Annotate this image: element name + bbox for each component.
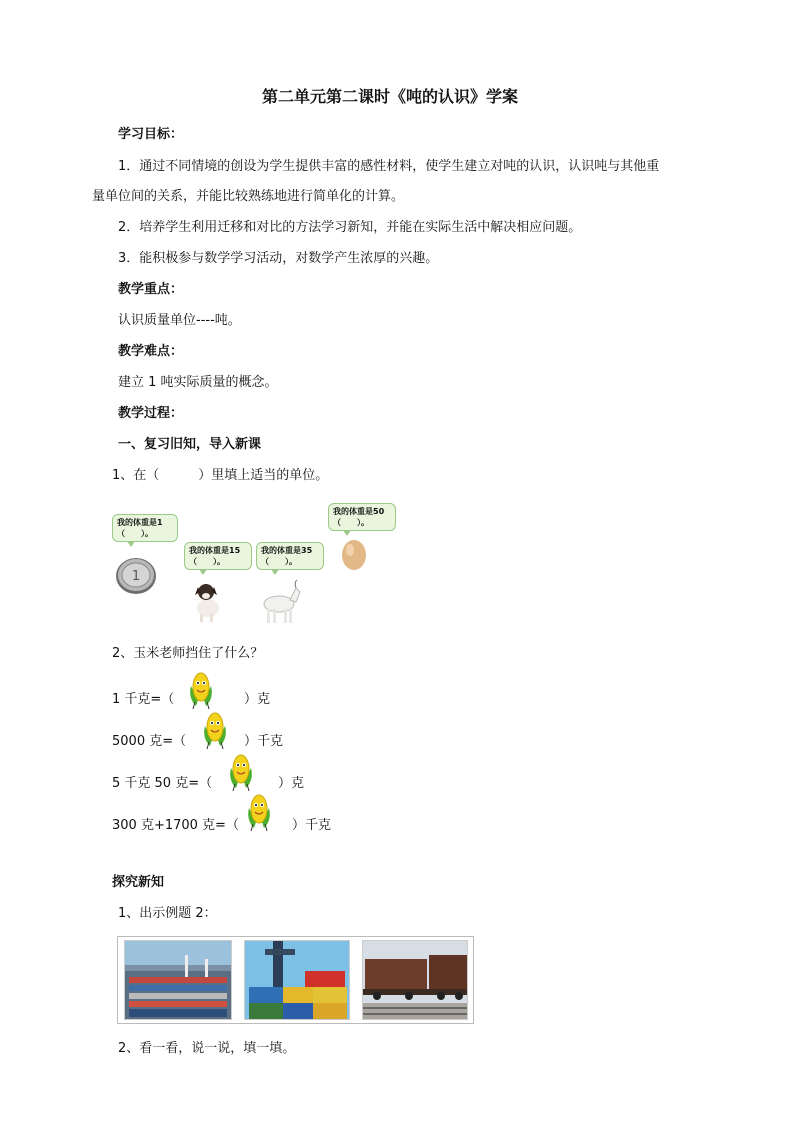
egg-icon	[340, 536, 368, 572]
ship-photo	[124, 940, 232, 1020]
bubble-blank: （ ）。	[261, 557, 297, 566]
difficult-text: 建立 1 吨实际质量的概念。	[118, 375, 278, 390]
bubble-blank: （ ）。	[333, 518, 369, 527]
goat-icon	[258, 578, 304, 626]
corn-icon	[226, 752, 256, 792]
goals-heading: 学习目标：	[118, 127, 184, 142]
equation-1-right: ）克	[244, 692, 271, 707]
corn-icon	[244, 792, 274, 832]
process-heading: 教学过程：	[118, 406, 184, 421]
equation-3-right: ）克	[278, 776, 305, 791]
difficult-heading: 教学难点：	[118, 344, 184, 359]
question-2: 2、玉米老师挡住了什么？	[112, 646, 264, 661]
section-2-heading: 探究新知	[112, 875, 165, 890]
equation-2-right: ）千克	[244, 734, 284, 749]
question-1: 1、在（ ）里填上适当的单位。	[112, 468, 329, 483]
container-crane-photo	[244, 940, 350, 1020]
key-heading: 教学重点：	[118, 282, 184, 297]
bubble-line: 我的体重是15	[189, 546, 241, 555]
equation-4-left: 300 克+1700 克=（	[112, 818, 239, 833]
freight-train-photo	[362, 940, 468, 1020]
speech-bubble-egg	[328, 503, 396, 531]
bubble-blank: （ ）。	[117, 529, 153, 538]
example-label: 1、出示例题 2：	[118, 906, 217, 921]
equation-4-right: ）千克	[292, 818, 332, 833]
svg-text:1: 1	[131, 569, 141, 584]
goal-1-line-1: 1．通过不同情境的创设为学生提供丰富的感性材料，使学生建立对吨的认识，认识吨与其他重	[118, 159, 660, 174]
corn-icon	[200, 710, 230, 750]
equation-2-left: 5000 克=（	[112, 734, 187, 749]
speech-bubble-coin	[112, 514, 178, 542]
goal-3: 3．能积极参与数学学习活动，对数学产生浓厚的兴趣。	[118, 251, 439, 266]
bubble-line: 我的体重是50	[333, 507, 385, 516]
speech-bubble-goat	[256, 542, 324, 570]
puppy-icon	[190, 580, 226, 624]
equation-1-left: 1 千克=（	[112, 692, 175, 707]
key-text: 认识质量单位----吨。	[118, 313, 241, 328]
goal-1-line-2: 量单位间的关系，并能比较熟练地进行简单化的计算。	[92, 189, 405, 204]
equation-3-left: 5 千克 50 克=（	[112, 776, 213, 791]
bubble-blank: （ ）。	[189, 557, 225, 566]
corn-icon	[186, 670, 216, 710]
speech-bubble-puppy	[184, 542, 252, 570]
final-question: 2、看一看，说一说，填一填。	[118, 1041, 296, 1056]
goal-2: 2．培养学生利用迁移和对比的方法学习新知，并能在实际生活中解决相应问题。	[118, 220, 582, 235]
page-title: 第二单元第二课时《吨的认识》学案	[262, 87, 519, 106]
bubble-line: 我的体重是1	[117, 518, 163, 527]
coin-icon	[114, 555, 158, 595]
section-1-heading: 一、复习旧知，导入新课	[118, 437, 262, 452]
bubble-line: 我的体重是35	[261, 546, 313, 555]
